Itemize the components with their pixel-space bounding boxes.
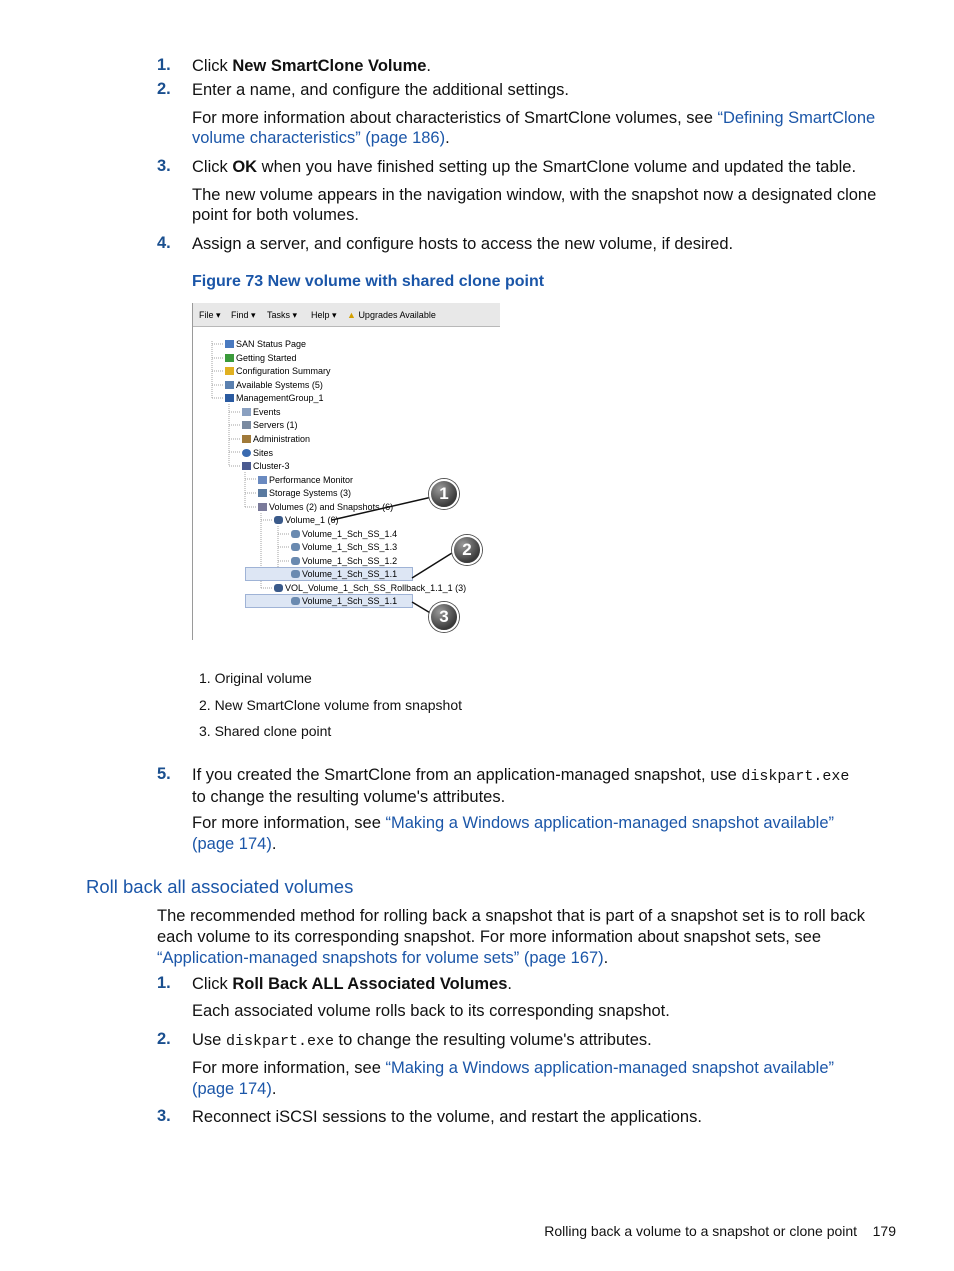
legend-item: 2. New SmartClone volume from snapshot xyxy=(199,697,462,713)
tree-item-storage-systems[interactable]: Storage Systems (3) xyxy=(258,488,351,498)
step-2-note: For more information about characteristics of SmartClone volumes, see “Defining SmartClone volume characteristics” (page 186). xyxy=(192,109,876,147)
step-5-note: For more information, see “Making a Windows application-managed snapshot available” (page 174). xyxy=(192,814,834,853)
tree-item-management-group[interactable]: ManagementGroup_1 xyxy=(225,393,324,403)
step-number: 3. xyxy=(157,1107,171,1125)
tree-item-config-summary[interactable]: Configuration Summary xyxy=(225,366,331,376)
callout-1: 1 xyxy=(429,479,459,509)
step-1-text: Click New SmartClone Volume. xyxy=(192,57,432,75)
step-4-text: Assign a server, and configure hosts to access the new volume, if desired. xyxy=(192,235,734,253)
link-defining-smartclone[interactable]: “Defining SmartClone volume characteristics” (page 186) xyxy=(192,109,876,147)
step-2-text: Enter a name, and configure the additional settings. xyxy=(192,81,569,99)
tree-item-snapshot[interactable]: Volume_1_Sch_SS_1.2 xyxy=(291,556,397,566)
tree-item-snapshot[interactable]: Volume_1_Sch_SS_1.1 xyxy=(291,569,397,579)
callout-2: 2 xyxy=(452,535,482,565)
page-number: 179 xyxy=(872,1223,896,1239)
tree-item-snapshot[interactable]: Volume_1_Sch_SS_1.3 xyxy=(291,542,397,552)
tree-item-san-status[interactable]: SAN Status Page xyxy=(225,339,306,349)
tree-item-sites[interactable]: Sites xyxy=(242,448,273,458)
code-diskpart: diskpart.exe xyxy=(741,768,850,785)
page-footer: Rolling back a volume to a snapshot or clone point 179 xyxy=(544,1223,896,1239)
tree-item-smartclone-volume[interactable]: VOL_Volume_1_Sch_SS_Rollback_1.1_1 (3) xyxy=(274,583,466,593)
tree-item-clone-point[interactable]: Volume_1_Sch_SS_1.1 xyxy=(291,596,397,606)
step-3-note: The new volume appears in the navigation window, with the snapshot now a designated clone point for both volumes. xyxy=(192,186,877,224)
tree-item-administration[interactable]: Administration xyxy=(242,434,310,444)
menu-upgrades[interactable]: ▲ Upgrades Available xyxy=(347,310,436,320)
menu-tasks[interactable]: Tasks ▾ xyxy=(267,310,298,320)
step-number: 2. xyxy=(157,1030,171,1048)
tree-item-cluster[interactable]: Cluster-3 xyxy=(242,461,290,471)
step-number: 5. xyxy=(157,765,171,783)
link-app-managed-snapshots[interactable]: “Application-managed snapshots for volume sets” (page 167) xyxy=(157,949,604,967)
tree-item-volume-1[interactable]: Volume_1 (6) xyxy=(274,515,339,525)
step-b2-note: For more information, see “Making a Windows application-managed snapshot available” (page 174). xyxy=(192,1059,834,1098)
tree-item-servers[interactable]: Servers (1) xyxy=(242,420,298,430)
menu-help[interactable]: Help ▾ xyxy=(311,310,337,320)
step-b2-text: Use diskpart.exe to change the resulting volume's attributes. xyxy=(192,1031,652,1050)
step-5-text: If you created the SmartClone from an application-managed snapshot, use diskpart.exe to change the resulting volume's attributes. xyxy=(192,766,850,806)
step-number: 2. xyxy=(157,80,171,98)
figure-caption: Figure 73 New volume with shared clone point xyxy=(192,273,545,290)
legend-item: 1. Original volume xyxy=(199,670,312,686)
tree-item-events[interactable]: Events xyxy=(242,407,281,417)
step-b3-text: Reconnect iSCSI sessions to the volume, and restart the applications. xyxy=(192,1108,702,1126)
menu-find[interactable]: Find ▾ xyxy=(231,310,256,320)
step-b1-note: Each associated volume rolls back to its corresponding snapshot. xyxy=(192,1002,670,1020)
menu-file[interactable]: File ▾ xyxy=(199,310,221,320)
link-making-windows-snapshot[interactable]: “Making a Windows application-managed snapshot available” (page 174) xyxy=(192,1059,834,1098)
step-number: 3. xyxy=(157,157,171,175)
legend-item: 3. Shared clone point xyxy=(199,723,332,739)
section-intro: The recommended method for rolling back a snapshot that is part of a snapshot set is to roll back each volume to its corresponding snapshot. For more information about snapshot sets, see “Application-managed snapshots for volume sets” (page 167). xyxy=(157,907,866,967)
tree-item-getting-started[interactable]: Getting Started xyxy=(225,353,297,363)
step-number: 1. xyxy=(157,974,171,992)
callout-3: 3 xyxy=(429,602,459,632)
step-number: 1. xyxy=(157,56,171,74)
step-number: 4. xyxy=(157,234,171,252)
warning-icon: ▲ xyxy=(347,310,356,320)
step-3-text: Click OK when you have finished setting up the SmartClone volume and updated the table. xyxy=(192,158,857,176)
link-making-windows-snapshot[interactable]: “Making a Windows application-managed snapshot available” (page 174) xyxy=(192,814,834,853)
tree-item-performance-monitor[interactable]: Performance Monitor xyxy=(258,475,353,485)
code-diskpart: diskpart.exe xyxy=(225,1033,334,1050)
tree-item-volumes-snapshots[interactable]: Volumes (2) and Snapshots (6) xyxy=(258,502,393,512)
step-b1-text: Click Roll Back ALL Associated Volumes. xyxy=(192,975,513,993)
tree-item-snapshot[interactable]: Volume_1_Sch_SS_1.4 xyxy=(291,529,397,539)
section-heading: Roll back all associated volumes xyxy=(86,876,354,897)
tree-item-available-systems[interactable]: Available Systems (5) xyxy=(225,380,323,390)
